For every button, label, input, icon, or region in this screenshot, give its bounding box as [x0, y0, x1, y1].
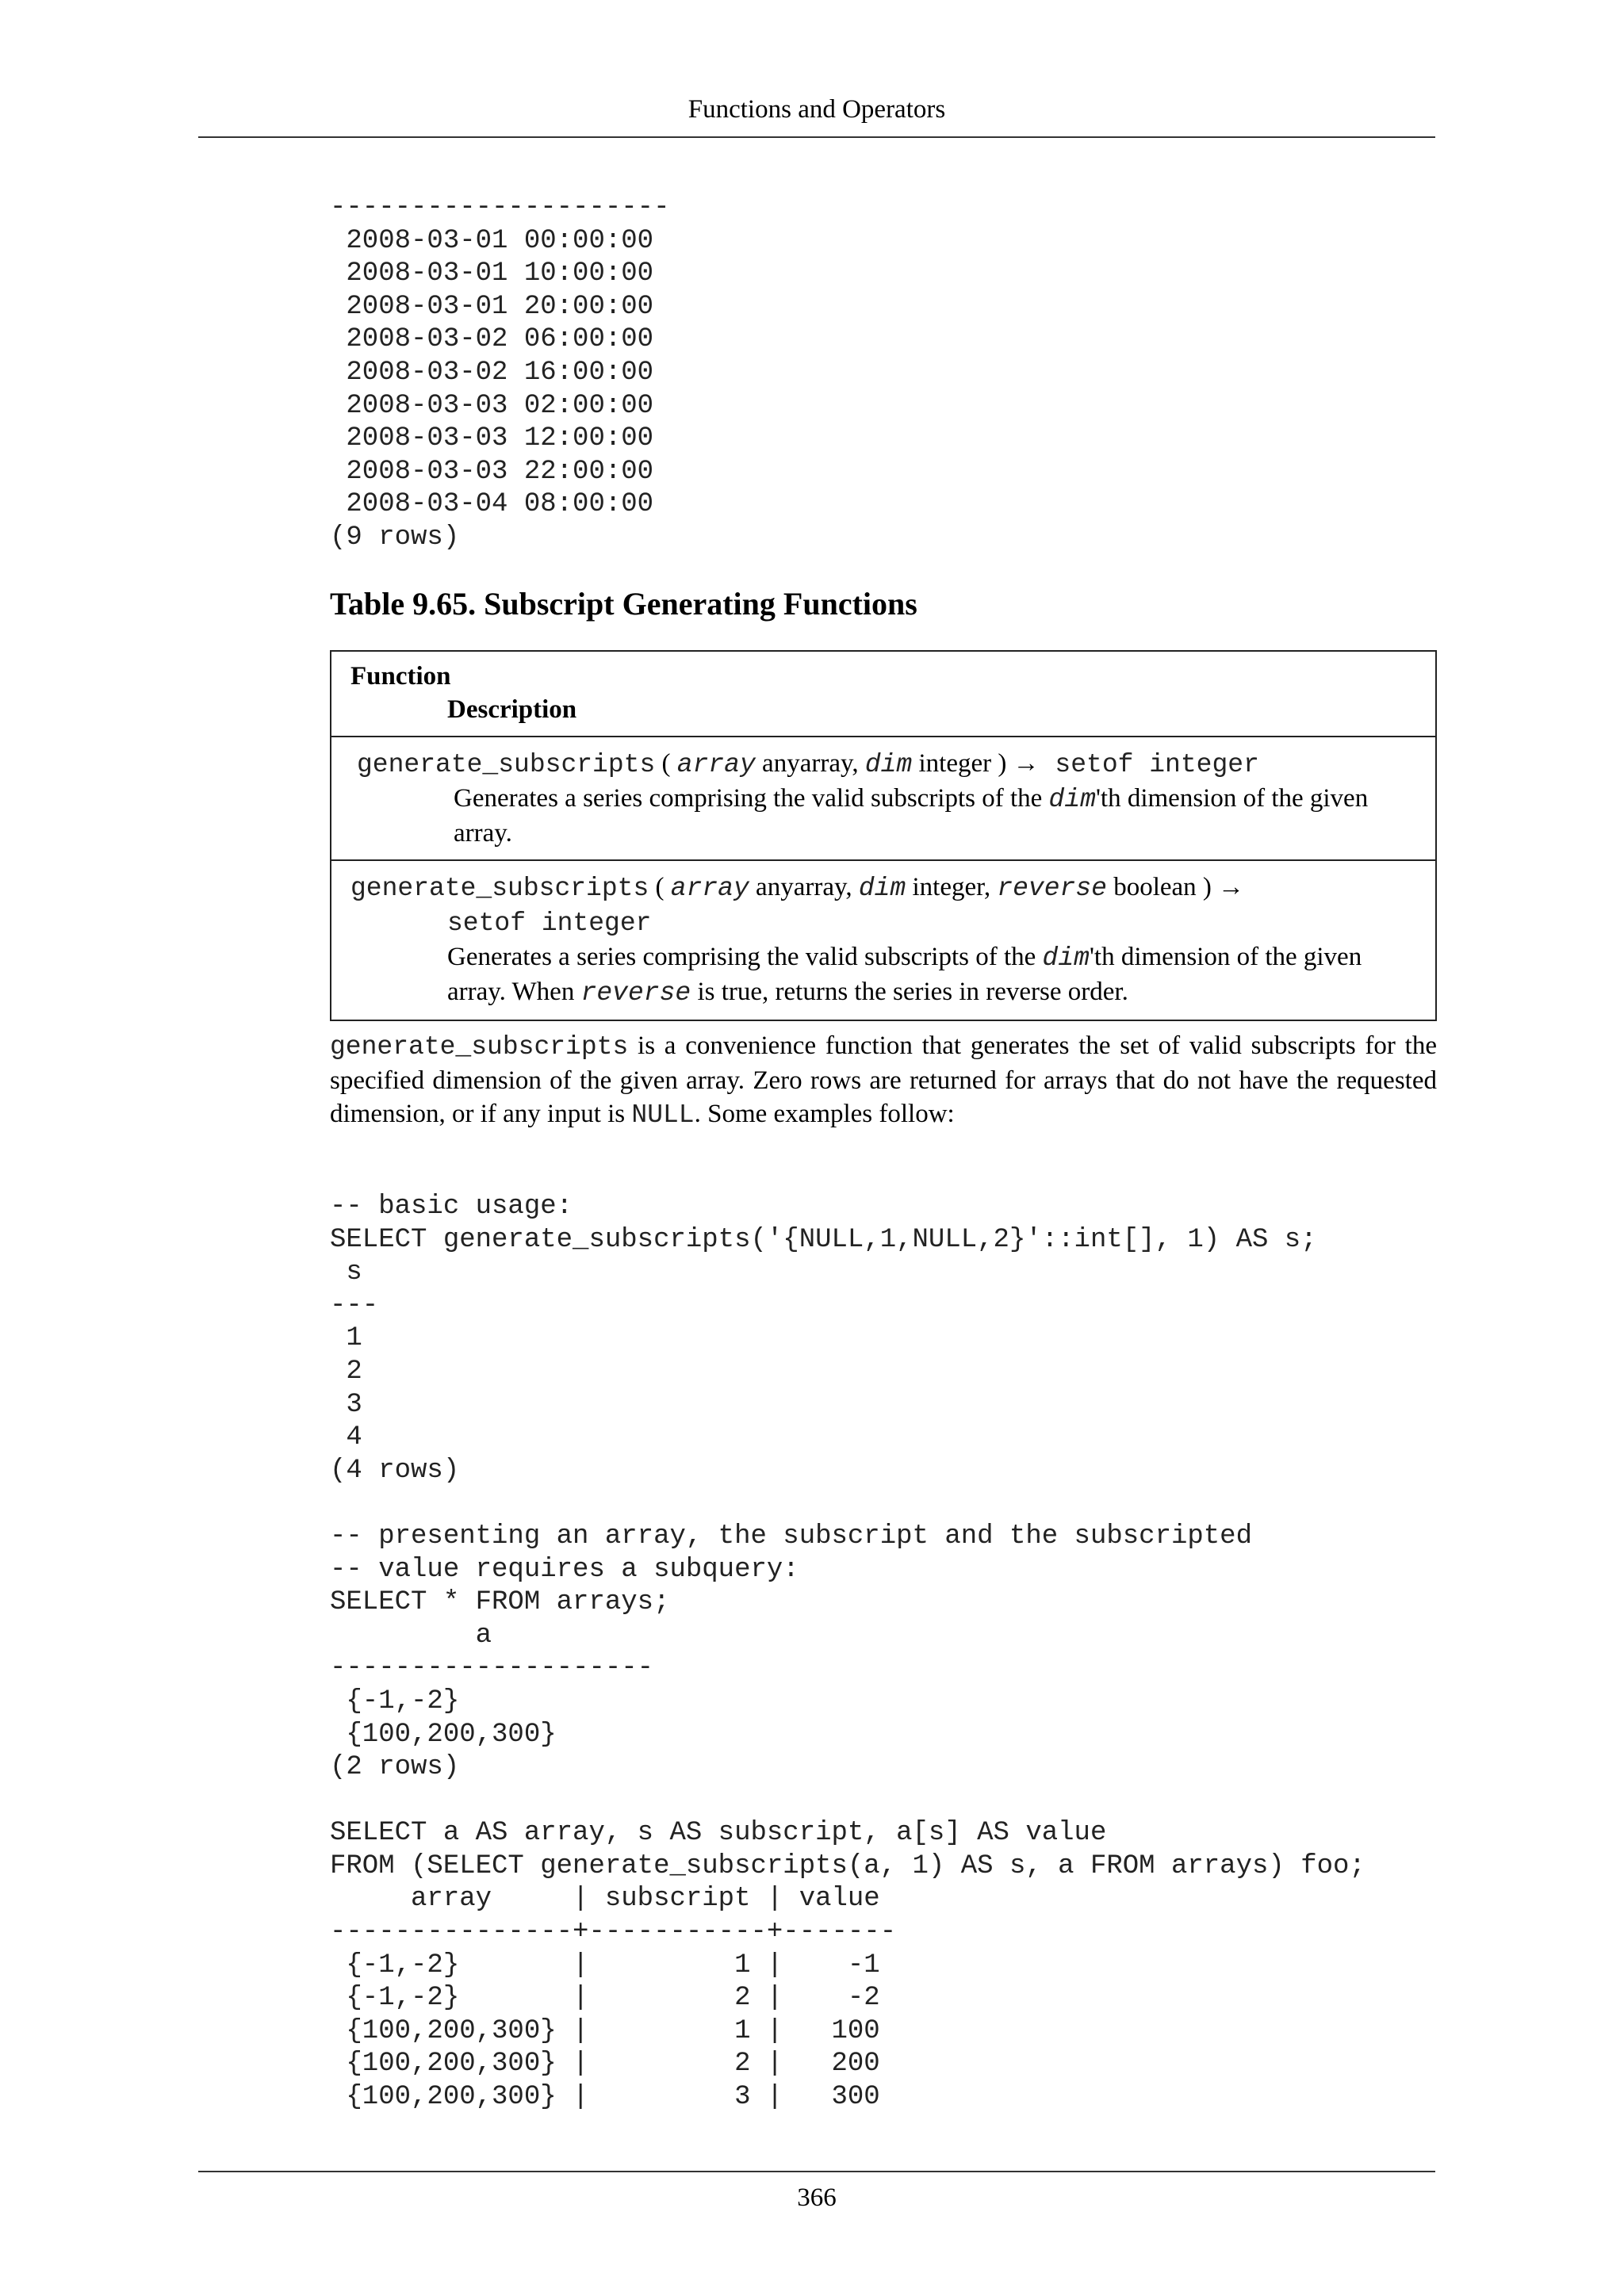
param-ref: dim: [1048, 785, 1096, 814]
paren-close: ): [991, 749, 1013, 778]
code-block-examples: -- basic usage: SELECT generate_subscripts('{NULL,1,NULL,2}'::int[], 1) AS s; s --- 1 2 3 4 (4 rows) -- presenting an array, the subscript and the subscripted -- value requires a subquery: SELECT * FROM arrays; a -------------------- {-1,-2} {100,200,300} (2 rows) SELECT a AS array, s AS subscript, a[s] AS value FROM (SELECT generate_subscripts(a, 1) AS s, a FROM arrays) foo; array | subscript | value ---------------+-----------+------- {-1,-2} | 1 | -1 {-1,-2} | 2 | -2 {100,200,300} | 1 | 100 {100,200,300} | 2 | 200 {100,200,300} | 3 | 300: [330, 1192, 1365, 2113]
param-name: dim: [864, 750, 913, 779]
returns-arrow: →: [1013, 749, 1040, 778]
column-header-function: Function: [350, 662, 451, 691]
param-type: anyarray: [755, 749, 852, 778]
table-row: [331, 859, 1435, 1020]
column-header-description: Description: [447, 695, 577, 724]
function-description: Generates a series comprising the valid subscripts of the dim'th dimension of the given array. When reverse is true, returns the series in reverse order.: [447, 943, 1362, 1008]
table-row: [331, 737, 1435, 859]
paren-close: ): [1196, 873, 1219, 901]
function-signature: [357, 747, 1416, 782]
separator: ,: [983, 873, 998, 901]
param-ref: dim: [1042, 943, 1090, 973]
footer-rule: [198, 2171, 1435, 2172]
paren-open: (: [649, 873, 671, 901]
code-block-timestamps: --------------------- 2008-03-01 00:00:00 2008-03-01 10:00:00 2008-03-01 20:00:00 2008-03-02 06:00:00 2008-03-02 16:00:00 2008-03-03 02:00:00 2008-03-03 12:00:00 2008-03-03 22:00:00 2008-03-04 08:00:00 (9 rows): [330, 193, 670, 553]
returns-arrow: →: [1218, 873, 1245, 901]
return-type: setof integer: [1039, 750, 1259, 779]
paren-open: (: [655, 749, 677, 778]
function-name: generate_subscripts: [350, 874, 649, 903]
param-type: boolean: [1106, 873, 1197, 901]
param-type: anyarray: [749, 873, 846, 901]
param-name: array: [670, 874, 749, 903]
table-header: [331, 652, 1435, 737]
table-title: Table 9.65. Subscript Generating Functions: [330, 586, 917, 622]
return-type-line: [350, 905, 1416, 940]
function-name: generate_subscripts: [357, 750, 656, 779]
page-number: 366: [797, 2183, 837, 2212]
inline-code-null: NULL: [631, 1100, 695, 1130]
running-header-title: Functions and Operators: [688, 95, 946, 124]
separator: ,: [845, 873, 859, 901]
param-ref: reverse: [580, 978, 691, 1008]
header-rule: [198, 136, 1435, 138]
param-type: integer: [906, 873, 984, 901]
param-name: reverse: [997, 874, 1107, 903]
return-type: setof integer: [447, 909, 652, 938]
param-type: integer: [912, 749, 992, 778]
function-table: [330, 650, 1437, 1021]
function-description: Generates a series comprising the valid subscripts of the dim'th dimension of the given array.: [454, 784, 1369, 848]
function-signature: [350, 871, 1416, 905]
separator: ,: [852, 749, 865, 778]
inline-code-function: generate_subscripts: [330, 1032, 629, 1062]
param-name: array: [676, 750, 756, 779]
param-name: dim: [858, 874, 906, 903]
body-paragraph: generate_subscripts is a convenience function that generates the set of valid subscripts for the specified dimension of the given array. Zero rows are returned for arrays that do not have the requested dimension, or if any input is NULL. Some examples follow:: [330, 1031, 1437, 1130]
